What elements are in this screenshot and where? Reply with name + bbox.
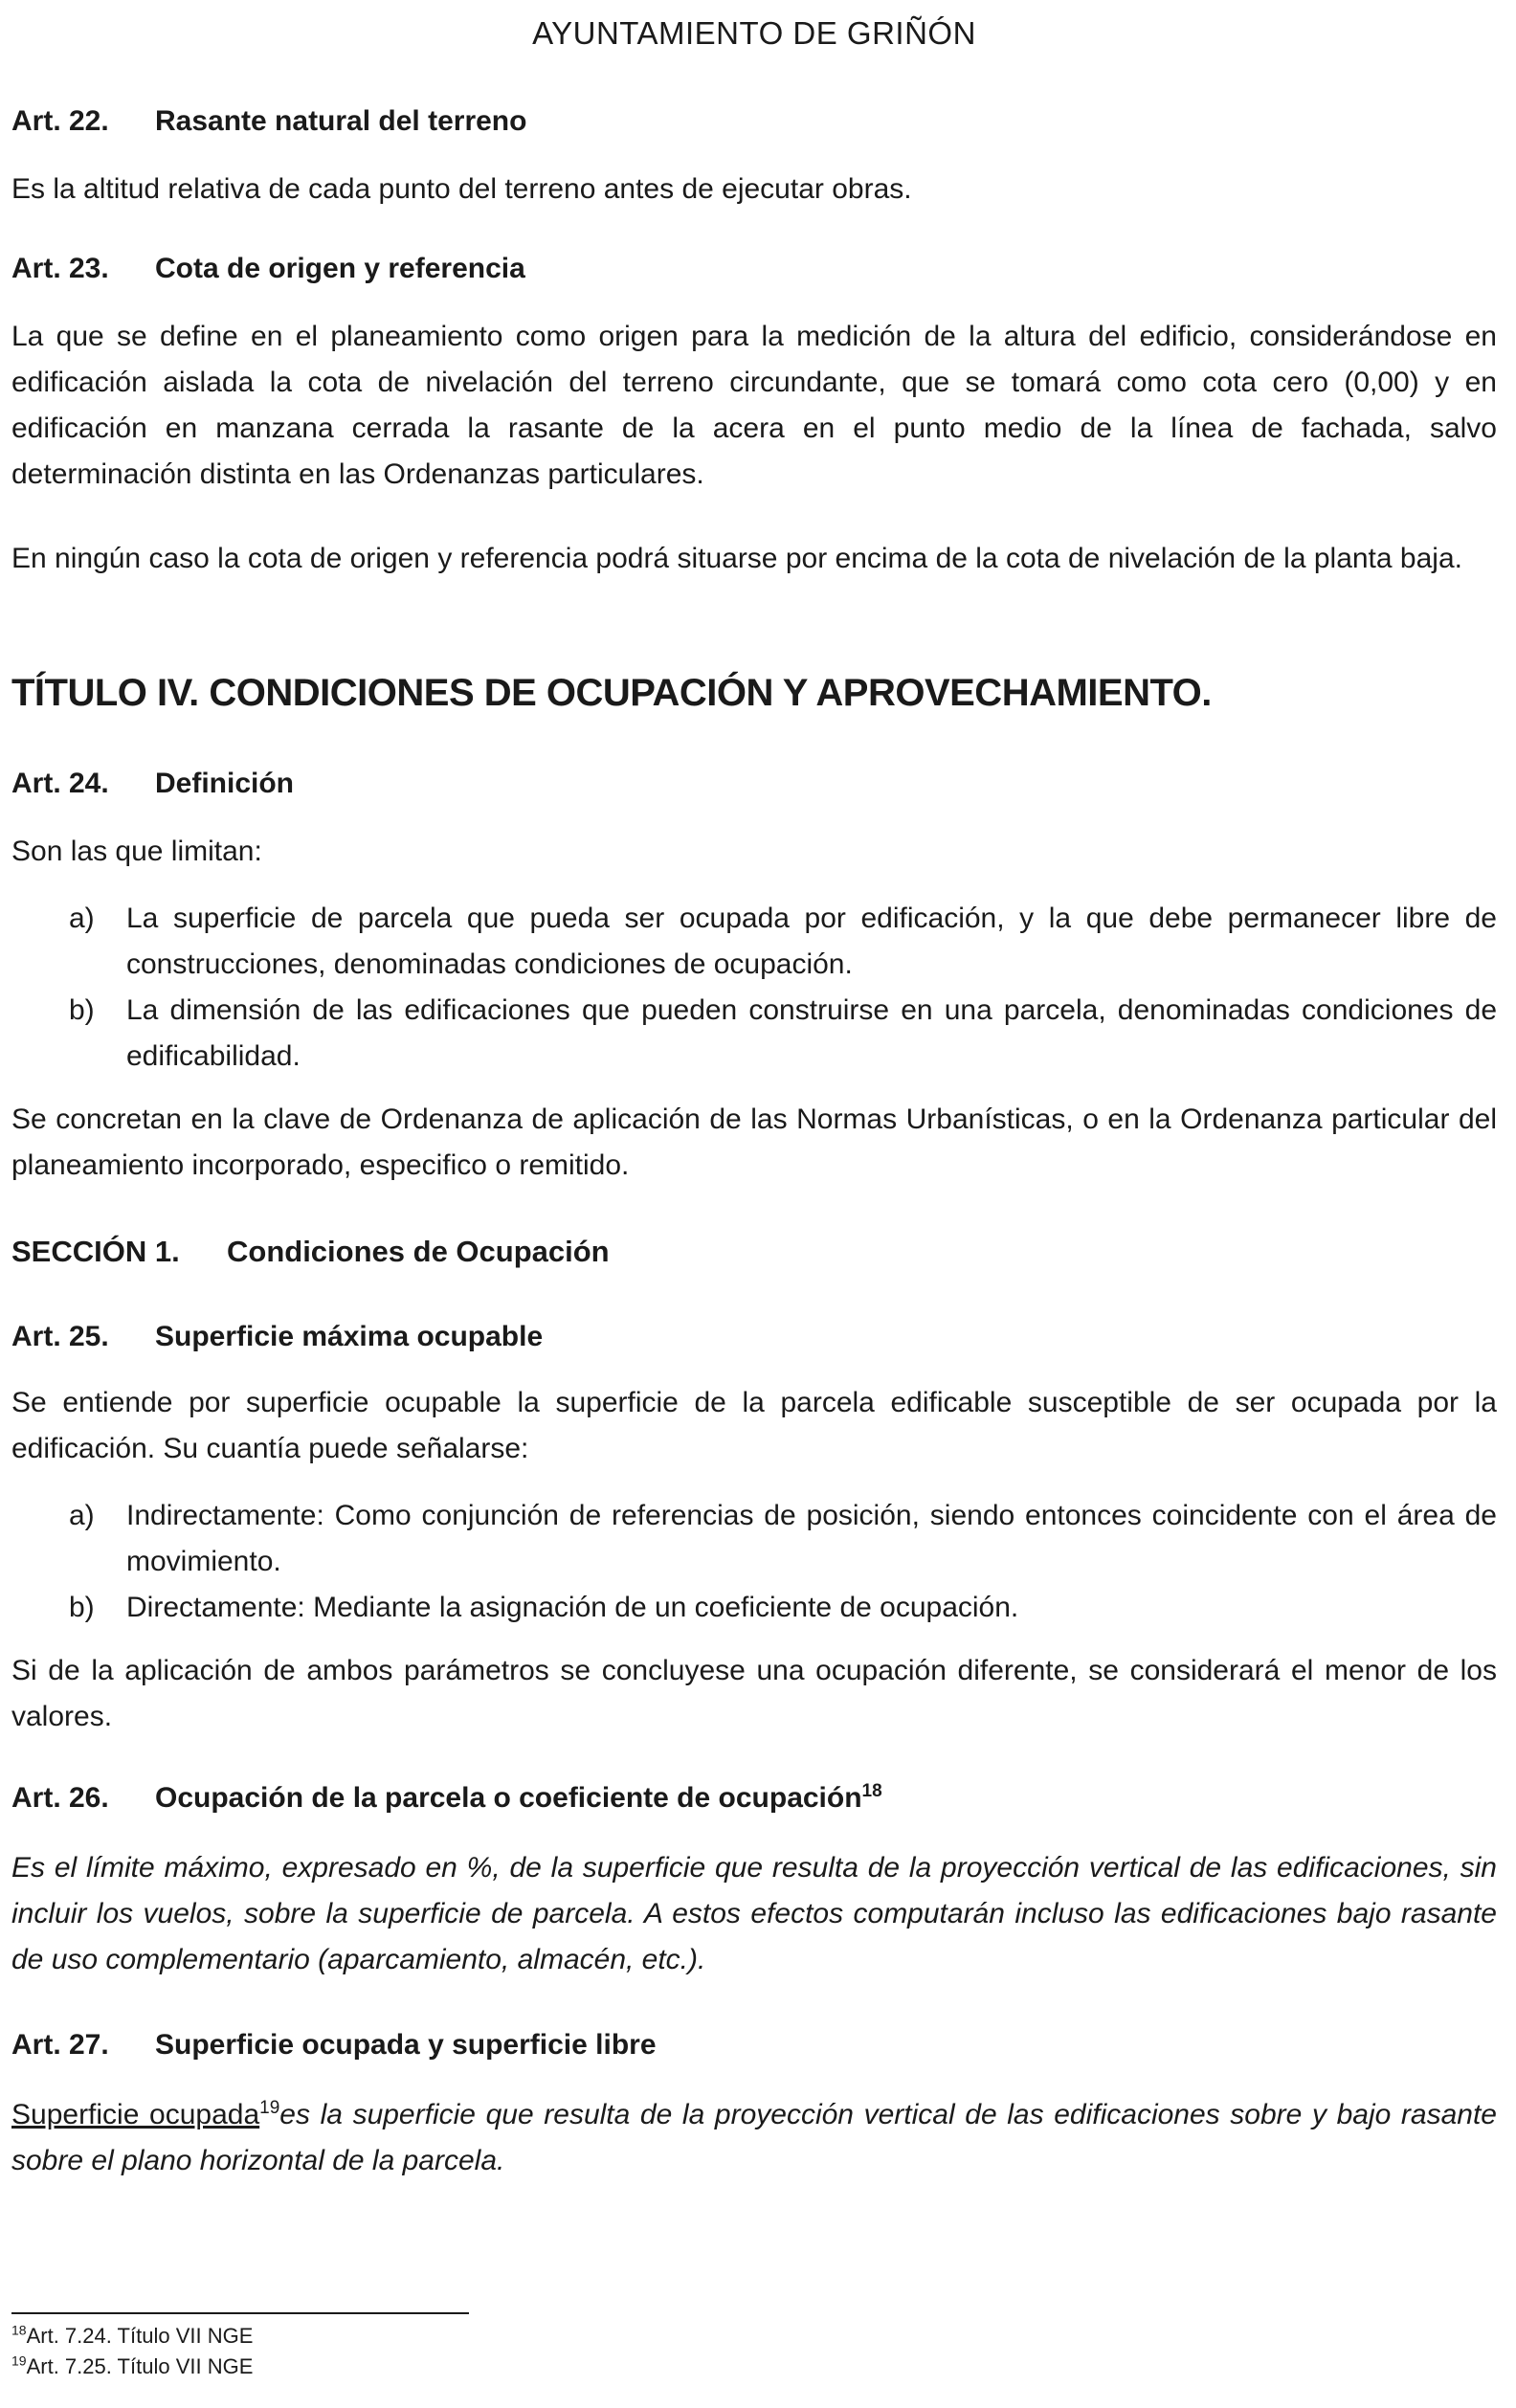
article-26-paragraph: Es el límite máximo, expresado en %, de la superficie que resulta de la proyección vertical de las edificaciones, sin incluir los vuelos, sobre la superficie de parcela. A estos efectos computarán incluso las edificaciones bajo rasante de uso complementario (aparcamiento, almacén, etc.). [11, 1852, 1497, 1975]
article-24-paragraph-2: Se concretan en la clave de Ordenanza de aplicación de las Normas Urbanísticas, o en la Ordenanza particular del planeamiento incorporado, especifico o remitido. [11, 1104, 1497, 1181]
list-marker: b) [69, 1592, 95, 1623]
article-25-heading [11, 1321, 543, 1353]
section-number: SECCIÓN 1. [11, 1235, 180, 1268]
defined-term: Superficie ocupada [11, 2099, 260, 2130]
article-22-heading [11, 105, 526, 138]
page-header: AYUNTAMIENTO DE GRIÑÓN [532, 15, 976, 51]
footnote-text: Art. 7.25. Título VII NGE [26, 2354, 254, 2378]
list-text: La superficie de parcela que pueda ser ocupada por edificación, y la que debe permanecer libre de construcciones, denominadas condiciones de ocupación. [126, 903, 1497, 980]
list-marker: b) [69, 994, 95, 1026]
article-number: Art. 22. [11, 105, 109, 137]
list-marker: a) [69, 1500, 95, 1531]
list-text: La dimensión de las edificaciones que pueden construirse en una parcela, denominadas condiciones de edificabilidad. [126, 994, 1497, 1072]
article-25-paragraph-2: Si de la aplicación de ambos parámetros se concluyese una ocupación diferente, se considerará el menor de los valores. [11, 1655, 1497, 1732]
article-number: Art. 24. [11, 768, 109, 799]
article-23-paragraph-2: En ningún caso la cota de origen y referencia podrá situarse por encima de la cota de nivelación de la planta baja. [11, 543, 1462, 574]
list-item [69, 988, 1497, 1080]
article-number: Art. 23. [11, 253, 109, 284]
article-23-paragraph-1: La que se define en el planeamiento como origen para la medición de la altura del edificio, considerándose en edificación aislada la cota de nivelación del terreno circundante, que se tomará como cota cero (0,00) y en edificación en manzana cerrada la rasante de la acera en el punto medio de la línea de fachada, salvo determinación distinta en las Ordenanzas particulares. [11, 321, 1497, 490]
article-27-heading [11, 2029, 657, 2062]
article-title: Superficie ocupada y superficie libre [155, 2029, 657, 2061]
article-24-heading [11, 768, 294, 800]
footnote-mark: 18 [11, 2322, 27, 2338]
article-title: Superficie máxima ocupable [155, 1321, 544, 1352]
list-marker: a) [69, 903, 95, 934]
footnote-divider [11, 2312, 469, 2314]
footnote-text: Art. 7.24. Título VII NGE [26, 2324, 254, 2348]
article-26-heading [11, 1782, 882, 1815]
list-text: Indirectamente: Como conjunción de referencias de posición, siendo entonces coincidente con el área de movimiento. [126, 1500, 1497, 1577]
list-item [69, 1585, 1497, 1631]
list-item [69, 896, 1497, 988]
list-text: Directamente: Mediante la asignación de un coeficiente de ocupación. [126, 1592, 1019, 1623]
article-24-paragraph-1: Son las que limitan: [11, 836, 262, 867]
footnote-mark: 19 [11, 2352, 27, 2369]
section-1-heading [11, 1235, 610, 1269]
article-title: Cota de origen y referencia [155, 253, 525, 284]
footnote [11, 2324, 253, 2349]
article-25-paragraph-1: Se entiende por superficie ocupable la superficie de la parcela edificable susceptible de ser ocupada por la edificación. Su cuantía puede señalarse: [11, 1387, 1497, 1464]
title-iv-heading: TÍTULO IV. CONDICIONES DE OCUPACIÓN Y APROVECHAMIENTO. [11, 672, 1212, 714]
list-item [69, 1493, 1497, 1585]
article-number: Art. 26. [11, 1782, 109, 1814]
article-title: Ocupación de la parcela o coeficiente de ocupación [155, 1782, 862, 1814]
footnote [11, 2354, 253, 2379]
article-27-text: es la superficie que resulta de la proyección vertical de las edificaciones sobre y bajo rasante sobre el plano horizontal de la parcela. [11, 2099, 1497, 2176]
article-23-heading [11, 253, 525, 285]
article-27-paragraph [11, 2092, 1497, 2184]
article-22-paragraph: Es la altitud relativa de cada punto del terreno antes de ejecutar obras. [11, 173, 912, 205]
article-number: Art. 25. [11, 1321, 109, 1352]
article-title: Definición [155, 768, 295, 799]
footnote-reference: 19 [259, 2098, 280, 2118]
article-number: Art. 27. [11, 2029, 109, 2061]
section-title: Condiciones de Ocupación [227, 1235, 610, 1268]
article-title: Rasante natural del terreno [155, 105, 527, 137]
footnote-reference: 18 [861, 1781, 882, 1801]
